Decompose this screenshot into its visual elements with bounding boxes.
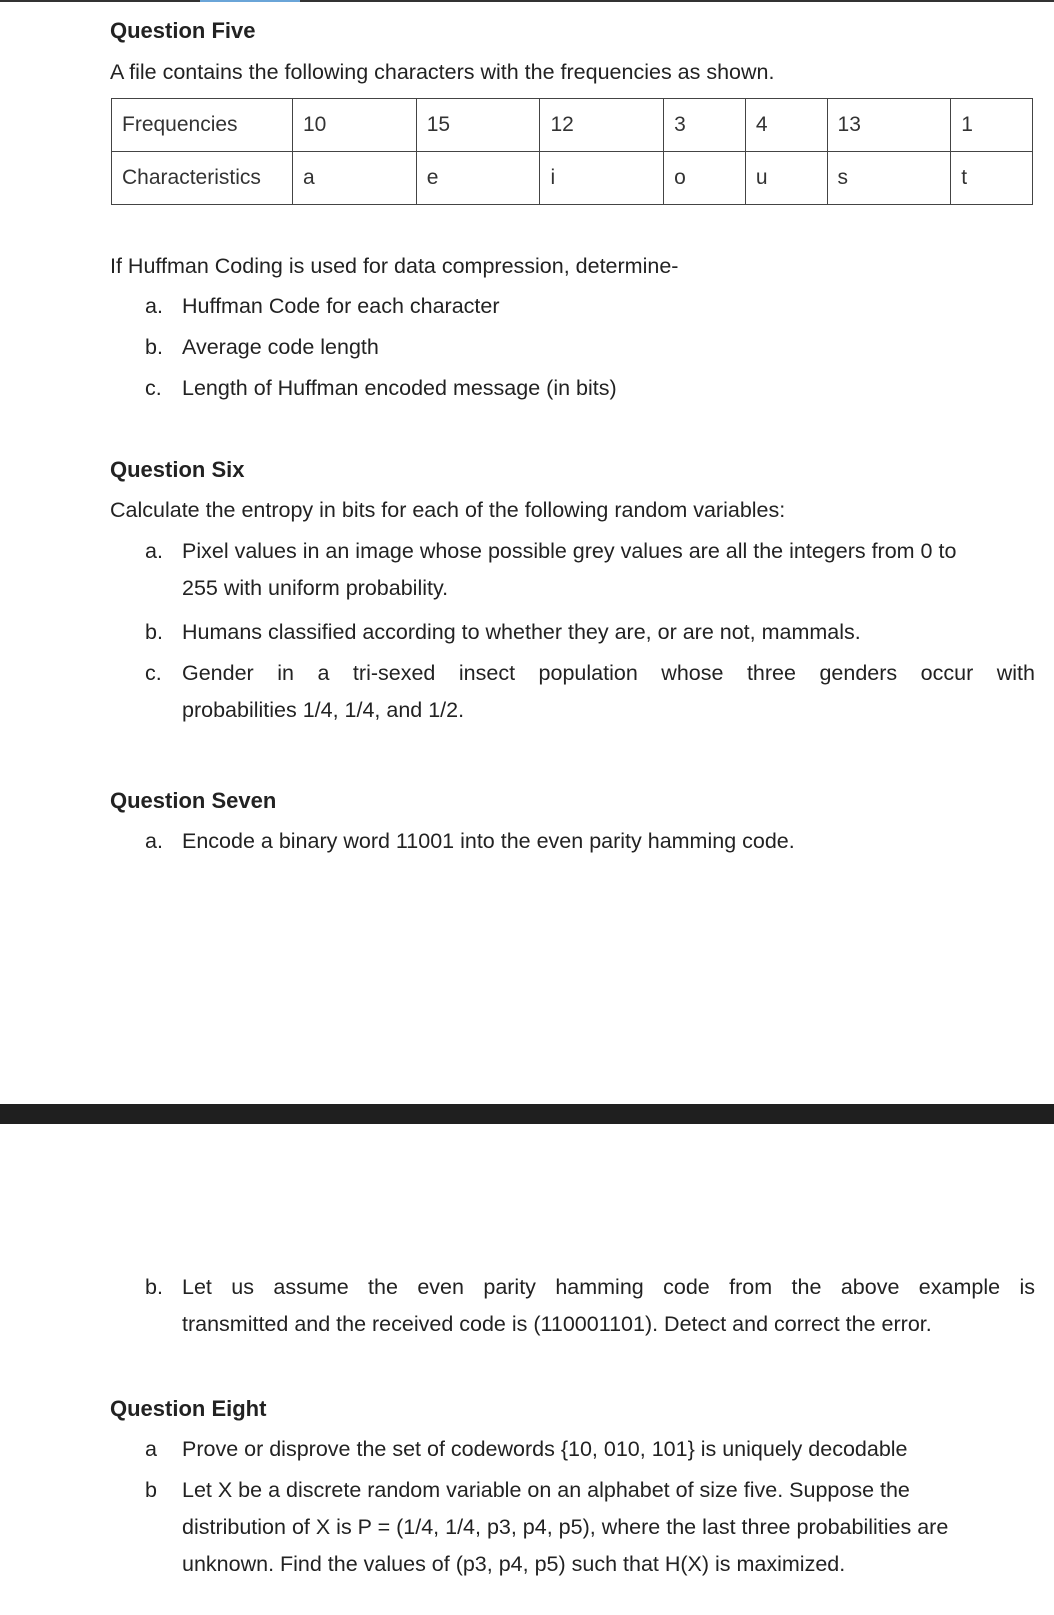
item-marker: c. (145, 661, 162, 685)
item-text-line: Let X be a discrete random variable on an alphabet of size five. Suppose the (182, 1478, 910, 1502)
item-text: Length of Huffman encoded message (in bits) (182, 376, 617, 400)
character-cell: t (951, 152, 1033, 205)
item-marker: b. (145, 1275, 163, 1299)
character-cell: o (664, 152, 746, 205)
item-text: Average code length (182, 335, 379, 359)
q6-heading: Question Six (110, 457, 245, 482)
frequencies-label: Frequencies (112, 99, 293, 152)
q5-heading: Question Five (110, 18, 256, 43)
item-text-line: 255 with uniform probability. (182, 576, 449, 600)
frequency-cell: 4 (745, 99, 827, 152)
frequency-row (112, 99, 1033, 152)
character-cell: u (745, 152, 827, 205)
item-marker: b. (145, 335, 163, 359)
frequency-cell: 13 (827, 99, 951, 152)
q8-heading: Question Eight (110, 1396, 267, 1421)
item-text-line: unknown. Find the values of (p3, p4, p5) such that H(X) is maximized. (182, 1552, 846, 1576)
item-marker: c. (145, 376, 162, 400)
character-row (112, 152, 1033, 205)
character-cell: e (416, 152, 540, 205)
frequency-cell: 10 (293, 99, 417, 152)
item-text: Huffman Code for each character (182, 294, 500, 318)
page-divider (0, 1104, 1054, 1124)
item-text-line: probabilities 1/4, 1/4, and 1/2. (182, 698, 465, 722)
item-marker: a (145, 1437, 157, 1461)
characteristics-label: Characteristics (112, 152, 293, 205)
character-cell: a (293, 152, 417, 205)
item-marker: b (145, 1478, 157, 1502)
character-cell: i (540, 152, 664, 205)
item-text-line: Pixel values in an image whose possible grey values are all the integers from 0 to (182, 539, 957, 563)
frequency-table (111, 98, 1033, 205)
q6-intro: Calculate the entropy in bits for each of the following random variables: (110, 498, 786, 522)
item-marker: a. (145, 829, 163, 853)
character-cell: s (827, 152, 951, 205)
item-text-line: transmitted and the received code is (110001101). Detect and correct the error. (182, 1312, 932, 1336)
item-text-line: Let us assume the even parity hamming code from the above example is (182, 1275, 1035, 1299)
q5-prompt: If Huffman Coding is used for data compression, determine- (110, 254, 679, 278)
item-marker: b. (145, 620, 163, 644)
top-border (0, 0, 1054, 2)
item-text-line: distribution of X is P = (1/4, 1/4, p3, p4, p5), where the last three probabilities are (182, 1515, 949, 1539)
item-text: Humans classified according to whether they are, or are not, mammals. (182, 620, 861, 644)
item-text-line: Gender in a tri-sexed insect population whose three genders occur with (182, 661, 1035, 685)
item-text: Prove or disprove the set of codewords {10, 010, 101} is uniquely decodable (182, 1437, 908, 1461)
frequency-cell: 12 (540, 99, 664, 152)
top-border-accent (200, 0, 300, 2)
frequency-cell: 1 (951, 99, 1033, 152)
frequency-cell: 3 (664, 99, 746, 152)
q7-heading: Question Seven (110, 788, 277, 813)
frequency-cell: 15 (416, 99, 540, 152)
q5-intro: A file contains the following characters with the frequencies as shown. (110, 60, 775, 84)
item-marker: a. (145, 294, 163, 318)
item-marker: a. (145, 539, 163, 563)
item-text: Encode a binary word 11001 into the even parity hamming code. (182, 829, 795, 853)
